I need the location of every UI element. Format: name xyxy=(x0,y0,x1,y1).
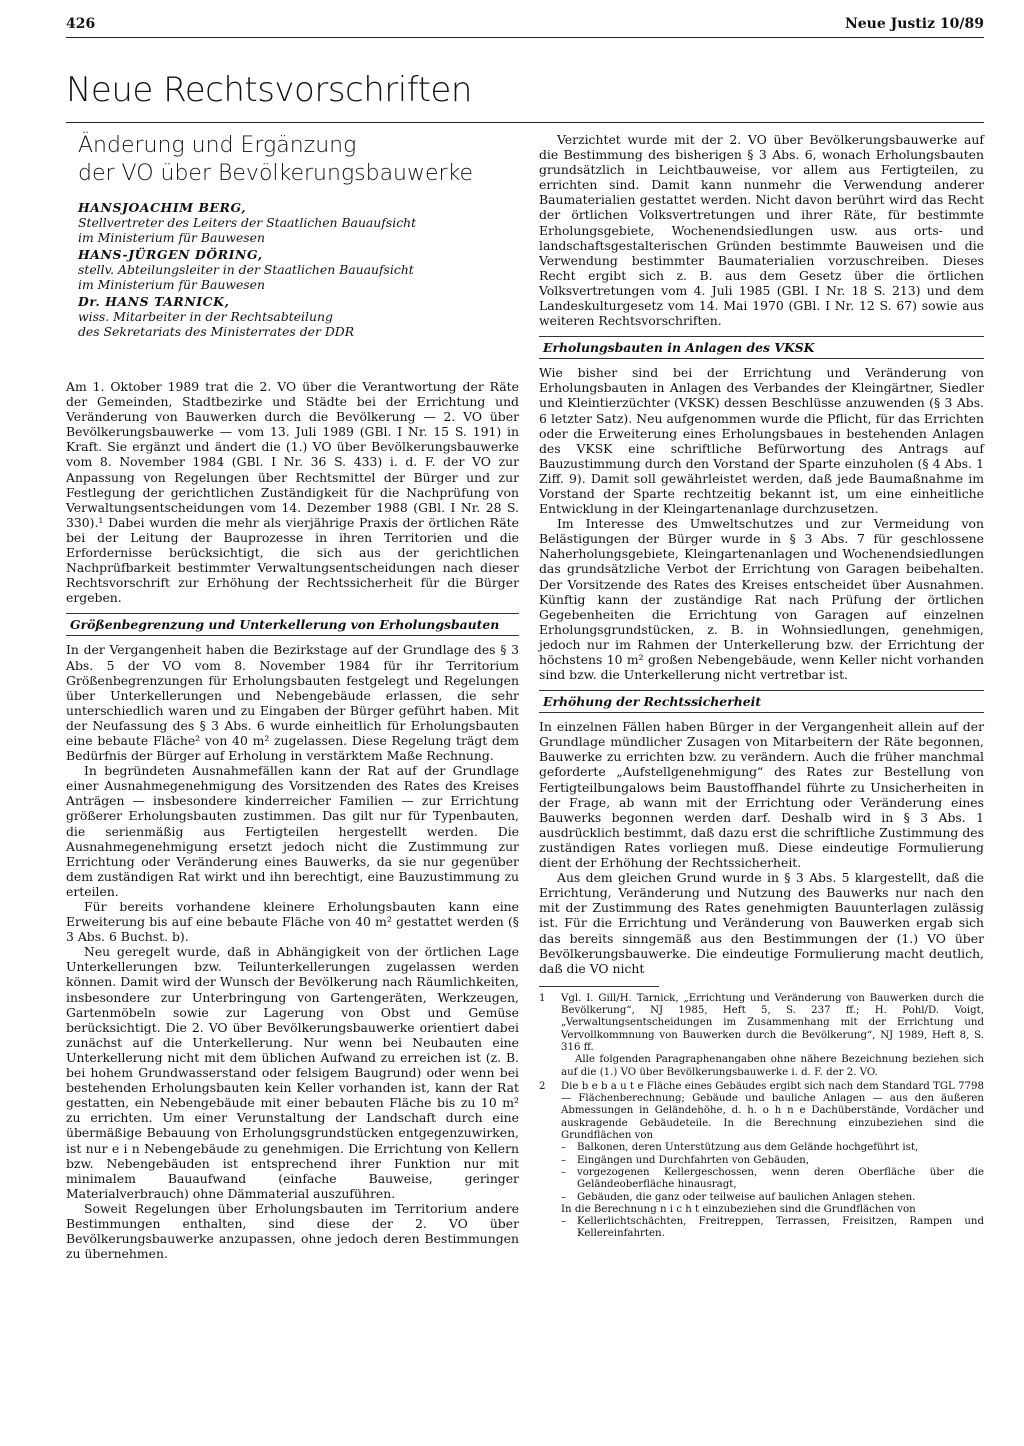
paragraph: Wie bisher sind bei der Errichtung und Veränderung von Erholungsbauten in Anlagen des Verbandes der Kleingärtner, Siedler und Kleintierzüchter (VKSK) dessen Beschlüsse anzuwenden (§ 3 Abs. 6 letzter Satz). Neu aufgenommen wurde die Pflicht, für das Errichten oder die Erweiterung eines Erholungsbaues in bestehenden Anlagen des VKSK eine schriftliche Befürwortung des Antrags auf Bauzustimmung durch den Vorstand der Sparte einzuholen (§ 4 Abs. 1 Ziff. 9). Damit soll gewährleistet werden, daß jede Baumaßnahme im Vorstand der Sparte rechtzeitig bekannt ist, um eine einheitliche Entwicklung in der Kleingartenanlage durchzusetzen. xyxy=(539,365,984,517)
list-item xyxy=(561,1192,984,1204)
article-title-line1: Änderung und Ergänzung xyxy=(78,133,357,158)
author-role: Stellvertreter des Leiters der Staatlichen Bauaufsicht xyxy=(78,215,417,230)
paragraph: Im Interesse des Umweltschutzes und zur Vermeidung von Belästigungen der Bürger wurde in § 3 Abs. 7 für geschlossene Naherholungsgebiete, Kleingartenanlagen und Wochenendsiedlungen das grundsätzliche Verbot der Errichtung von Garagen beibehalten. Der Vorsitzende des Rates des Kreises entscheidet über Ausnahmen. Künftig kann der zuständige Rat nach Prüfung der örtlichen Gegebenheiten die Errichtung von Garagen auf einzelnen Erholungsgrundstücken, z. B. in Wohnsiedlungen, genehmigen, jedoch nur im Rahmen der Unterkellerung bzw. der Errichtung der höchstens 10 m² großen Nebengebäude, wenn Keller nicht vorhanden sind bzw. die Unterkellerung nicht vertretbar ist. xyxy=(539,516,984,683)
page-number: 426 xyxy=(66,16,96,32)
footnote-number: 1 xyxy=(539,992,546,1004)
section-heading: Erhöhung der Rechtssicherheit xyxy=(539,690,984,713)
paragraph: Aus dem gleichen Grund wurde in § 3 Abs. 5 klargestellt, daß die Errichtung, Veränderung und Nutzung des Bauwerks nur nach den mit der Zustimmung des Rates genehmigten Bauunterlagen zulässig ist. Für die Errichtung und Veränderung von Bauwerken ergab sich das bereits sinngemäß aus den Bestimmungen der (1.) VO über Bevölkerungsbauwerke. Die eindeutige Formulierung macht deutlich, daß die VO nicht xyxy=(539,870,984,976)
footnote-number: 2 xyxy=(539,1080,546,1092)
list-item-text: Gebäuden, die ganz oder teilweise auf baulichen Anlagen stehen. xyxy=(577,1191,916,1203)
author-block xyxy=(78,200,519,339)
dash: – xyxy=(561,1191,567,1203)
intro-paragraph: Am 1. Oktober 1989 trat die 2. VO über die Verantwortung der Räte der Gemeinden, Stadtbezirke und Städte bei der Errichtung und Veränderung von Bauwerken durch die Bevölkerung — 2. VO über Bevölkerungsbauwerke — vom 13. Juli 1989 (GBl. I Nr. 15 S. 191) in Kraft. Sie ergänzt und ändert die (1.) VO über Bevölkerungsbauwerke vom 8. November 1984 (GBl. I Nr. 36 S. 433) i. d. F. der VO zur Anpassung von Regelungen über Rechtsmittel der Bürger und zur Festlegung der gerichtlichen Zuständigkeit für die Nachprüfung von Verwaltungsentscheidungen vom 14. Dezember 1988 (GBl. I Nr. 28 S. 330).¹ Dabei wurden die mehr als vierjährige Praxis der örtlichen Räte bei der Leitung der Bauprozesse in ihren Territorien und die Erfordernisse berücksichtigt, die sich aus der gerichtlichen Nachprüfbarkeit bestimmter Verwaltungsentscheidungen nach dieser Rechtsvorschrift zur Erhöhung der Rechtssicherheit für die Bürger ergeben. xyxy=(66,379,519,606)
dash: – xyxy=(561,1166,567,1178)
journal-issue: Neue Justiz 10/89 xyxy=(844,16,984,32)
paragraph: In begründeten Ausnahmefällen kann der Rat auf der Grundlage einer Ausnahmegenehmigung des Vorsitzenden des Rates des Kreises Anträgen — insbesondere kinderreicher Familien — zur Errichtung größerer Erholungsbauten zustimmen. Das gilt nur für Typenbauten, die serienmäßig aus Fertigteilen hergestellt werden. Die Ausnahmegenehmigung ersetzt jedoch nicht die Zustimmung zur Errichtung oder Veränderung eines Bauwerks, da sie nur gegenüber dem zuständigen Rat wirkt und ihn berechtigt, eine Bauzustimmung zu erteilen. xyxy=(66,763,519,899)
author-role: stellv. Abteilungsleiter in der Staatlichen Bauaufsicht xyxy=(78,262,414,277)
list-item-text: Kellerlichtschächten, Freitreppen, Terrassen, Freisitzen, Rampen und Kellereinfahrten. xyxy=(577,1216,984,1240)
footnote-rule xyxy=(539,986,659,987)
paragraph: Verzichtet wurde mit der 2. VO über Bevölkerungsbauwerke auf die Bestimmung des bisherigen § 3 Abs. 6, wonach Erholungsbauten grundsätzlich in Leichtbauweise, vor allem aus Fertigteilen, zu errichten sind. Damit kann nunmehr die Verwendung anderer Baumaterialien gestattet werden. Nicht davon berührt wird das Recht der örtlichen Volksvertretungen und ihrer Räte, für bestimmte Erholungsgebiete, Wochenendsiedlungen usw. aus orts- und landschaftsgestalterischen Gründen bestimmte Bauweisen und die Verwendung bestimmter Baumaterialien vorzuschreiben. Dieses Recht ergibt sich z. B. aus dem Gesetz über die örtlichen Volksvertretungen vom 4. Juli 1985 (GBl. I Nr. 18 S. 213) und dem Landeskulturgesetz vom 14. Mai 1970 (GBl. I Nr. 12 S. 67) sowie aus weiteren Rechtsvorschriften. xyxy=(539,132,984,329)
header-rule xyxy=(66,37,984,38)
dash: – xyxy=(561,1142,567,1154)
author-name: HANS-JÜRGEN DÖRING, xyxy=(78,247,263,262)
author-role: des Sekretariats des Ministerrates der DDR xyxy=(78,324,355,339)
list-item xyxy=(561,1216,984,1241)
author-role: wiss. Mitarbeiter in der Rechtsabteilung xyxy=(78,309,333,324)
article-title-line2: der VO über Bevölkerungsbauwerke xyxy=(78,161,474,186)
dash: – xyxy=(561,1216,567,1228)
paragraph: Neu geregelt wurde, daß in Abhängigkeit von der örtlichen Lage Unterkellerungen bzw. Teilunterkellerungen zugelassen werden können. Damit wird der Wunsch der Bevölkerung nach Räumlichkeiten, insbesondere zur Unterbringung von Gartengeräten, Werkzeugen, Gartenmöbeln sowie zur Lagerung von Obst und Gemüse berücksichtigt. Die 2. VO über Bevölkerungsbauwerke orientiert dabei zunächst auf die Unterkellerung. Nur wenn bei Neubauten eine Unterkellerung nicht mit dem üblichen Aufwand zu erreichen ist (z. B. bei hohem Grundwasserstand oder felsigem Baugrund) oder wenn bei bestehenden Erholungsbauten kein Keller vorhanden ist, kann der Rat gestatten, ein Nebengebäude mit einer bebauten Fläche bis zu 10 m² zu errichten. Um einer Verunstaltung der Landschaft durch eine übermäßige Bebauung von Erholungsgrundstücken entgegenzuwirken, ist nur e i n Nebengebäude zu genehmigen. Die Errichtung von Kellern bzw. Nebengebäuden ist entsprechend ihrer Funktion nur mit minimalem Bauaufwand (einfache Bauweise, geringer Materialverbrauch) ohne Dämmaterial auszuführen. xyxy=(66,944,519,1201)
author-role: im Ministerium für Bauwesen xyxy=(78,277,265,292)
section-heading: Größenbegrenzung und Unterkellerung von Erholungsbauten xyxy=(66,613,519,636)
footnote-text: Vgl. I. Gill/H. Tarnick, „Errichtung und Veränderung von Bauwerken durch die Bevölkerung“, NJ 1985, Heft 5, S. 237 ff.; H. Pohl/D. Voigt, „Verwaltungsentscheidungen im Zusammenhang mit der Errichtung und Vervollkommnung von Bauwerken durch die Bevölkerung“, NJ 1989, Heft 8, S. 316 ff. xyxy=(561,992,984,1053)
list-item-text: Balkonen, deren Unterstützung aus dem Gelände hochgeführt ist, xyxy=(577,1142,919,1154)
paragraph: Für bereits vorhandene kleinere Erholungsbauten kann eine Erweiterung bis auf eine bebaute Fläche von 40 m² gestattet werden (§ 3 Abs. 6 Buchst. b). xyxy=(66,899,519,945)
list-item xyxy=(561,1142,984,1154)
article-title xyxy=(78,132,519,188)
footnote-text: Die b e b a u t e Fläche eines Gebäudes ergibt sich nach dem Standard TGL 7798 — Flächenberechnung; Gebäude und bauliche Anlagen — aus den äußeren Abmessungen in Geländehöhe, d. h. o h n e Dachüberstände, Vordächer und auskragende Gebäudeteile. In die Berechnung einzubeziehen sind die Grundflächen von xyxy=(561,1080,984,1142)
footnote xyxy=(539,1081,984,1241)
footnote-text: Alle folgenden Paragraphenangaben ohne nähere Bezeichnung beziehen sich auf die (1.) VO über Bevölkerungsbauwerke i. d. F. der 2. VO. xyxy=(561,1054,984,1078)
paragraph: Soweit Regelungen über Erholungsbauten im Territorium andere Bestimmungen enthalten, sind diese der 2. VO über Bevölkerungsbauwerke anzupassen, ohne jedoch deren Bestimmungen zu übernehmen. xyxy=(66,1200,519,1262)
right-column xyxy=(539,132,984,1243)
title-rule xyxy=(66,122,984,123)
author-role: im Ministerium für Bauwesen xyxy=(78,230,265,245)
list-item-text: vorgezogenen Kellergeschossen, wenn deren Oberfläche über die Geländeoberfläche hinausragt, xyxy=(577,1166,984,1191)
dash: – xyxy=(561,1154,567,1166)
author-name: Dr. HANS TARNICK, xyxy=(78,294,230,309)
footnote xyxy=(539,993,984,1079)
author-name: HANSJOACHIM BERG, xyxy=(78,200,247,215)
section-title: Neue Rechtsvorschriften xyxy=(66,70,472,110)
list-item xyxy=(561,1167,984,1192)
list-item-text: Eingängen und Durchfahrten von Gebäuden, xyxy=(577,1154,810,1166)
page-header xyxy=(66,16,984,36)
paragraph: In der Vergangenheit haben die Bezirkstage auf der Grundlage des § 3 Abs. 5 der VO vom 8. November 1984 für ihr Territorium Größenbegrenzungen für Erholungsbauten festgelegt und Regelungen über Unterkellerungen und Nebengebäude erlassen, die sehr unterschiedlich waren und zu Eingaben der Bürger geführt haben. Mit der Neufassung des § 3 Abs. 6 wurde einheitlich für Erholungsbauten eine bebaute Fläche² von 40 m² zugelassen. Diese Regelung trägt dem Bedürfnis der Bürger auf Erholung in verstärktem Maße Rechnung. xyxy=(66,642,519,764)
section-heading: Erholungsbauten in Anlagen des VKSK xyxy=(539,336,984,359)
footnote-text: In die Berechnung n i c h t einzubeziehen sind die Grundflächen von xyxy=(561,1203,916,1215)
list-item xyxy=(561,1155,984,1167)
left-column xyxy=(66,132,519,1261)
paragraph: In einzelnen Fällen haben Bürger in der Vergangenheit allein auf der Grundlage mündlicher Zusagen von Mitarbeitern der Räte begonnen, Bauwerke zu errichten bzw. zu verändern. Auch die früher manchmal geforderte „Aufstellgenehmigung“ des Rates zur Bestellung von Fertigteilbungalows beim Baustoffhandel führte zu Unsicherheiten in der Frage, ab wann mit der Errichtung oder Veränderung eines Bauwerks begonnen werden darf. Deshalb wird in § 3 Abs. 1 ausdrücklich bestimmt, daß dazu erst die schriftliche Zustimmung des zuständigen Rates vorliegen muß. Diese eindeutige Formulierung dient der Erhöhung der Rechtssicherheit. xyxy=(539,719,984,871)
